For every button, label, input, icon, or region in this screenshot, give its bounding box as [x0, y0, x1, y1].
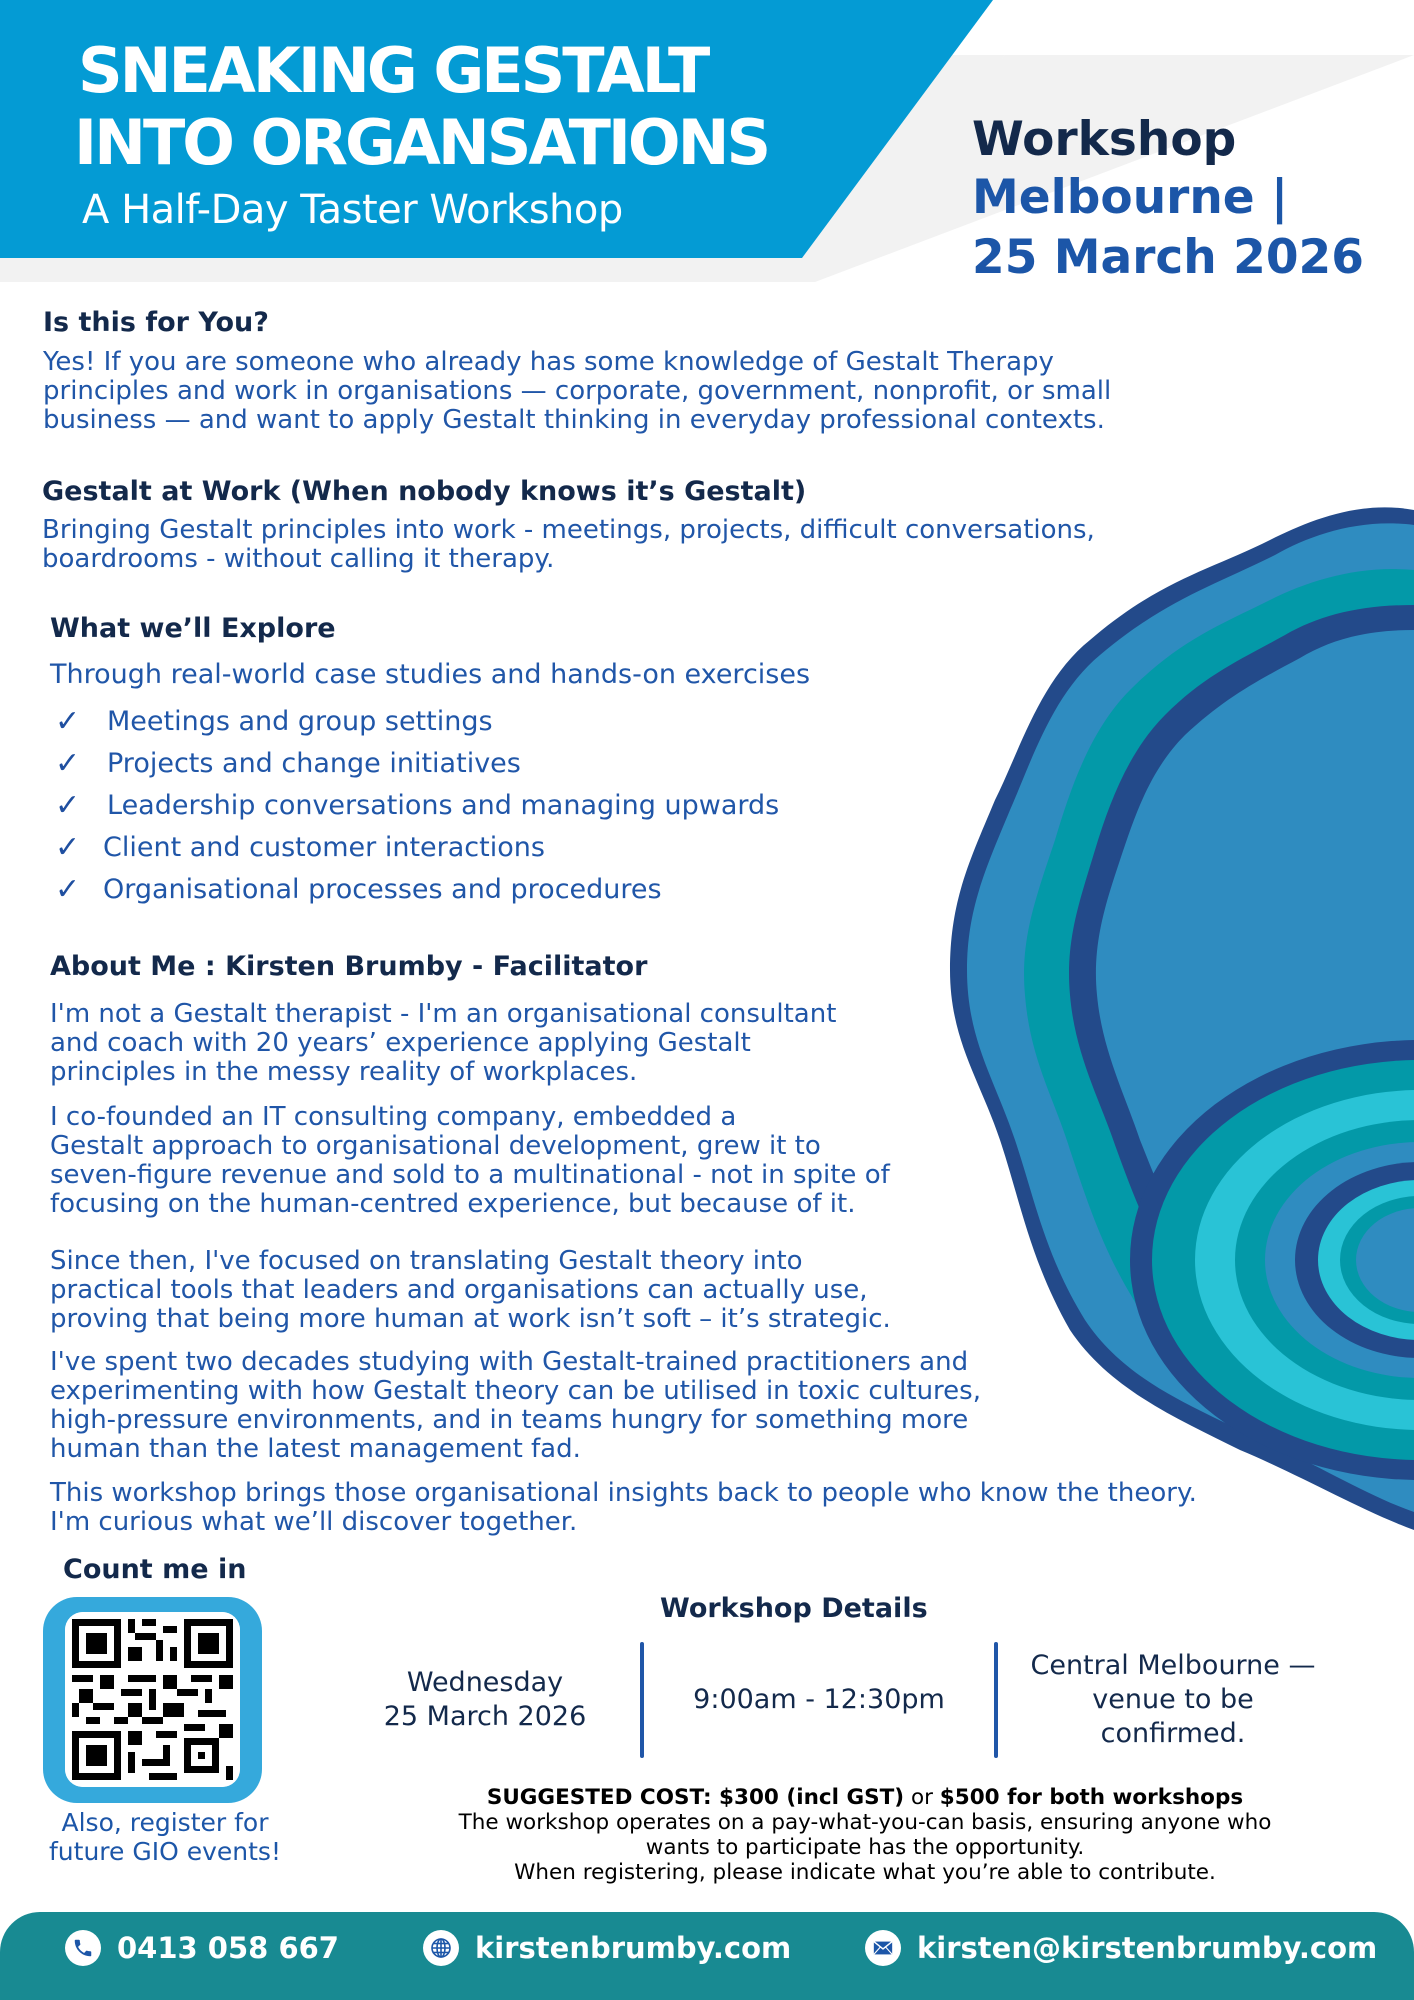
checkmark-icon: ✓	[55, 703, 81, 739]
details-time: 9:00am - 12:30pm	[693, 1684, 945, 1715]
cost-info: SUGGESTED COST: $300 (incl GST) or $500 for both workshops The workshop operates on a pay-what-you-can basis, ensuring anyone who wants to participate has the opportunity. When registering, please indicate what you’re able to contribute.	[320, 1785, 1410, 1885]
side-label-city: Melbourne |	[972, 170, 1289, 225]
website-link[interactable]: kirstenbrumby.com	[423, 1930, 791, 1966]
about-paragraph-5: This workshop brings those organisational insights back to people who know the theory. I'm curious what we’ll discover together.	[50, 1478, 1197, 1537]
cost-line: SUGGESTED COST: $300 (incl GST) or $500 for both workshops	[486, 1785, 1244, 1810]
workshop-details-row	[330, 1640, 1380, 1760]
heading-count-me-in: Count me in	[63, 1554, 247, 1585]
envelope-icon	[865, 1930, 901, 1966]
phone-icon	[65, 1930, 101, 1966]
list-item: ✓ Leadership conversations and managing upwards	[55, 787, 780, 823]
contact-footer	[0, 1912, 1414, 2000]
email-link[interactable]: kirsten@kirstenbrumby.com	[865, 1930, 1377, 1966]
heading-at-work: Gestalt at Work (When nobody knows it’s Gestalt)	[42, 476, 807, 507]
heading-for-you: Is this for You?	[43, 307, 269, 338]
heading-about: About Me : Kirsten Brumby - Facilitator	[50, 951, 648, 982]
details-venue: Central Melbourne — venue to be confirmed.	[1030, 1650, 1316, 1749]
side-label-workshop: Workshop	[972, 112, 1237, 167]
heading-workshop-details: Workshop Details	[660, 1593, 928, 1624]
heading-explore: What we’ll Explore	[50, 613, 336, 644]
checkmark-icon: ✓	[55, 871, 81, 907]
about-paragraph-1: I'm not a Gestalt therapist - I'm an organisational consultant and coach with 20 years’ experience applying Gestalt principles in the messy reality of workplaces.	[50, 999, 837, 1087]
list-item: ✓ Organisational processes and procedures	[55, 871, 662, 907]
at-work-body	[42, 516, 1342, 574]
phone-link[interactable]: 0413 058 667	[65, 1930, 339, 1966]
title-line-2: INTO ORGANSATIONS	[74, 106, 769, 179]
about-paragraph-4: I've spent two decades studying with Gestalt-trained practitioners and experimenting with how Gestalt theory can be utilised in toxic cultures, high-pressure environments, and in teams hungry for something more human than the latest management fad.	[50, 1347, 981, 1464]
about-paragraph-3: Since then, I've focused on translating Gestalt theory into practical tools that leaders and organisations can actually use, proving that being more human at work isn’t soft – it’s strategic.	[50, 1246, 891, 1334]
list-item: ✓ Client and customer interactions	[55, 829, 545, 865]
qr-code[interactable]	[65, 1612, 240, 1787]
register-note: Also, register for future GIO events!	[49, 1808, 281, 1866]
checkmark-icon: ✓	[55, 787, 81, 823]
at-work-line: Bringing Gestalt principles into work - meetings, projects, difficult conversations,	[42, 515, 1095, 545]
qr-code-icon	[65, 1612, 240, 1787]
details-date: Wednesday 25 March 2026	[383, 1667, 587, 1732]
side-label-date: 25 March 2026	[972, 230, 1364, 285]
globe-icon	[423, 1930, 459, 1966]
for-you-body	[43, 348, 1343, 435]
at-work-line: boardrooms - without calling it therapy.	[42, 544, 555, 574]
title-line-1: SNEAKING GESTALT	[78, 34, 708, 107]
checkmark-icon: ✓	[55, 745, 81, 781]
explore-list	[55, 700, 779, 910]
subtitle: A Half-Day Taster Workshop	[82, 187, 623, 233]
for-you-line: business — and want to apply Gestalt thinking in everyday professional contexts.	[43, 405, 1105, 435]
list-item: ✓ Meetings and group settings	[55, 703, 493, 739]
for-you-line: principles and work in organisations — corporate, government, nonprofit, or small	[43, 376, 1112, 406]
qr-code-frame[interactable]	[43, 1597, 262, 1803]
explore-intro: Through real-world case studies and hands-on exercises	[50, 659, 811, 690]
about-paragraph-2: I co-founded an IT consulting company, embedded a Gestalt approach to organisational development, grew it to seven-figure revenue and sold to a multinational - not in spite of focusing on the human-centred experience, but because of it.	[50, 1102, 890, 1219]
for-you-line: Yes! If you are someone who already has some knowledge of Gestalt Therapy	[43, 347, 1054, 377]
list-item: ✓ Projects and change initiatives	[55, 745, 521, 781]
checkmark-icon: ✓	[55, 829, 81, 865]
